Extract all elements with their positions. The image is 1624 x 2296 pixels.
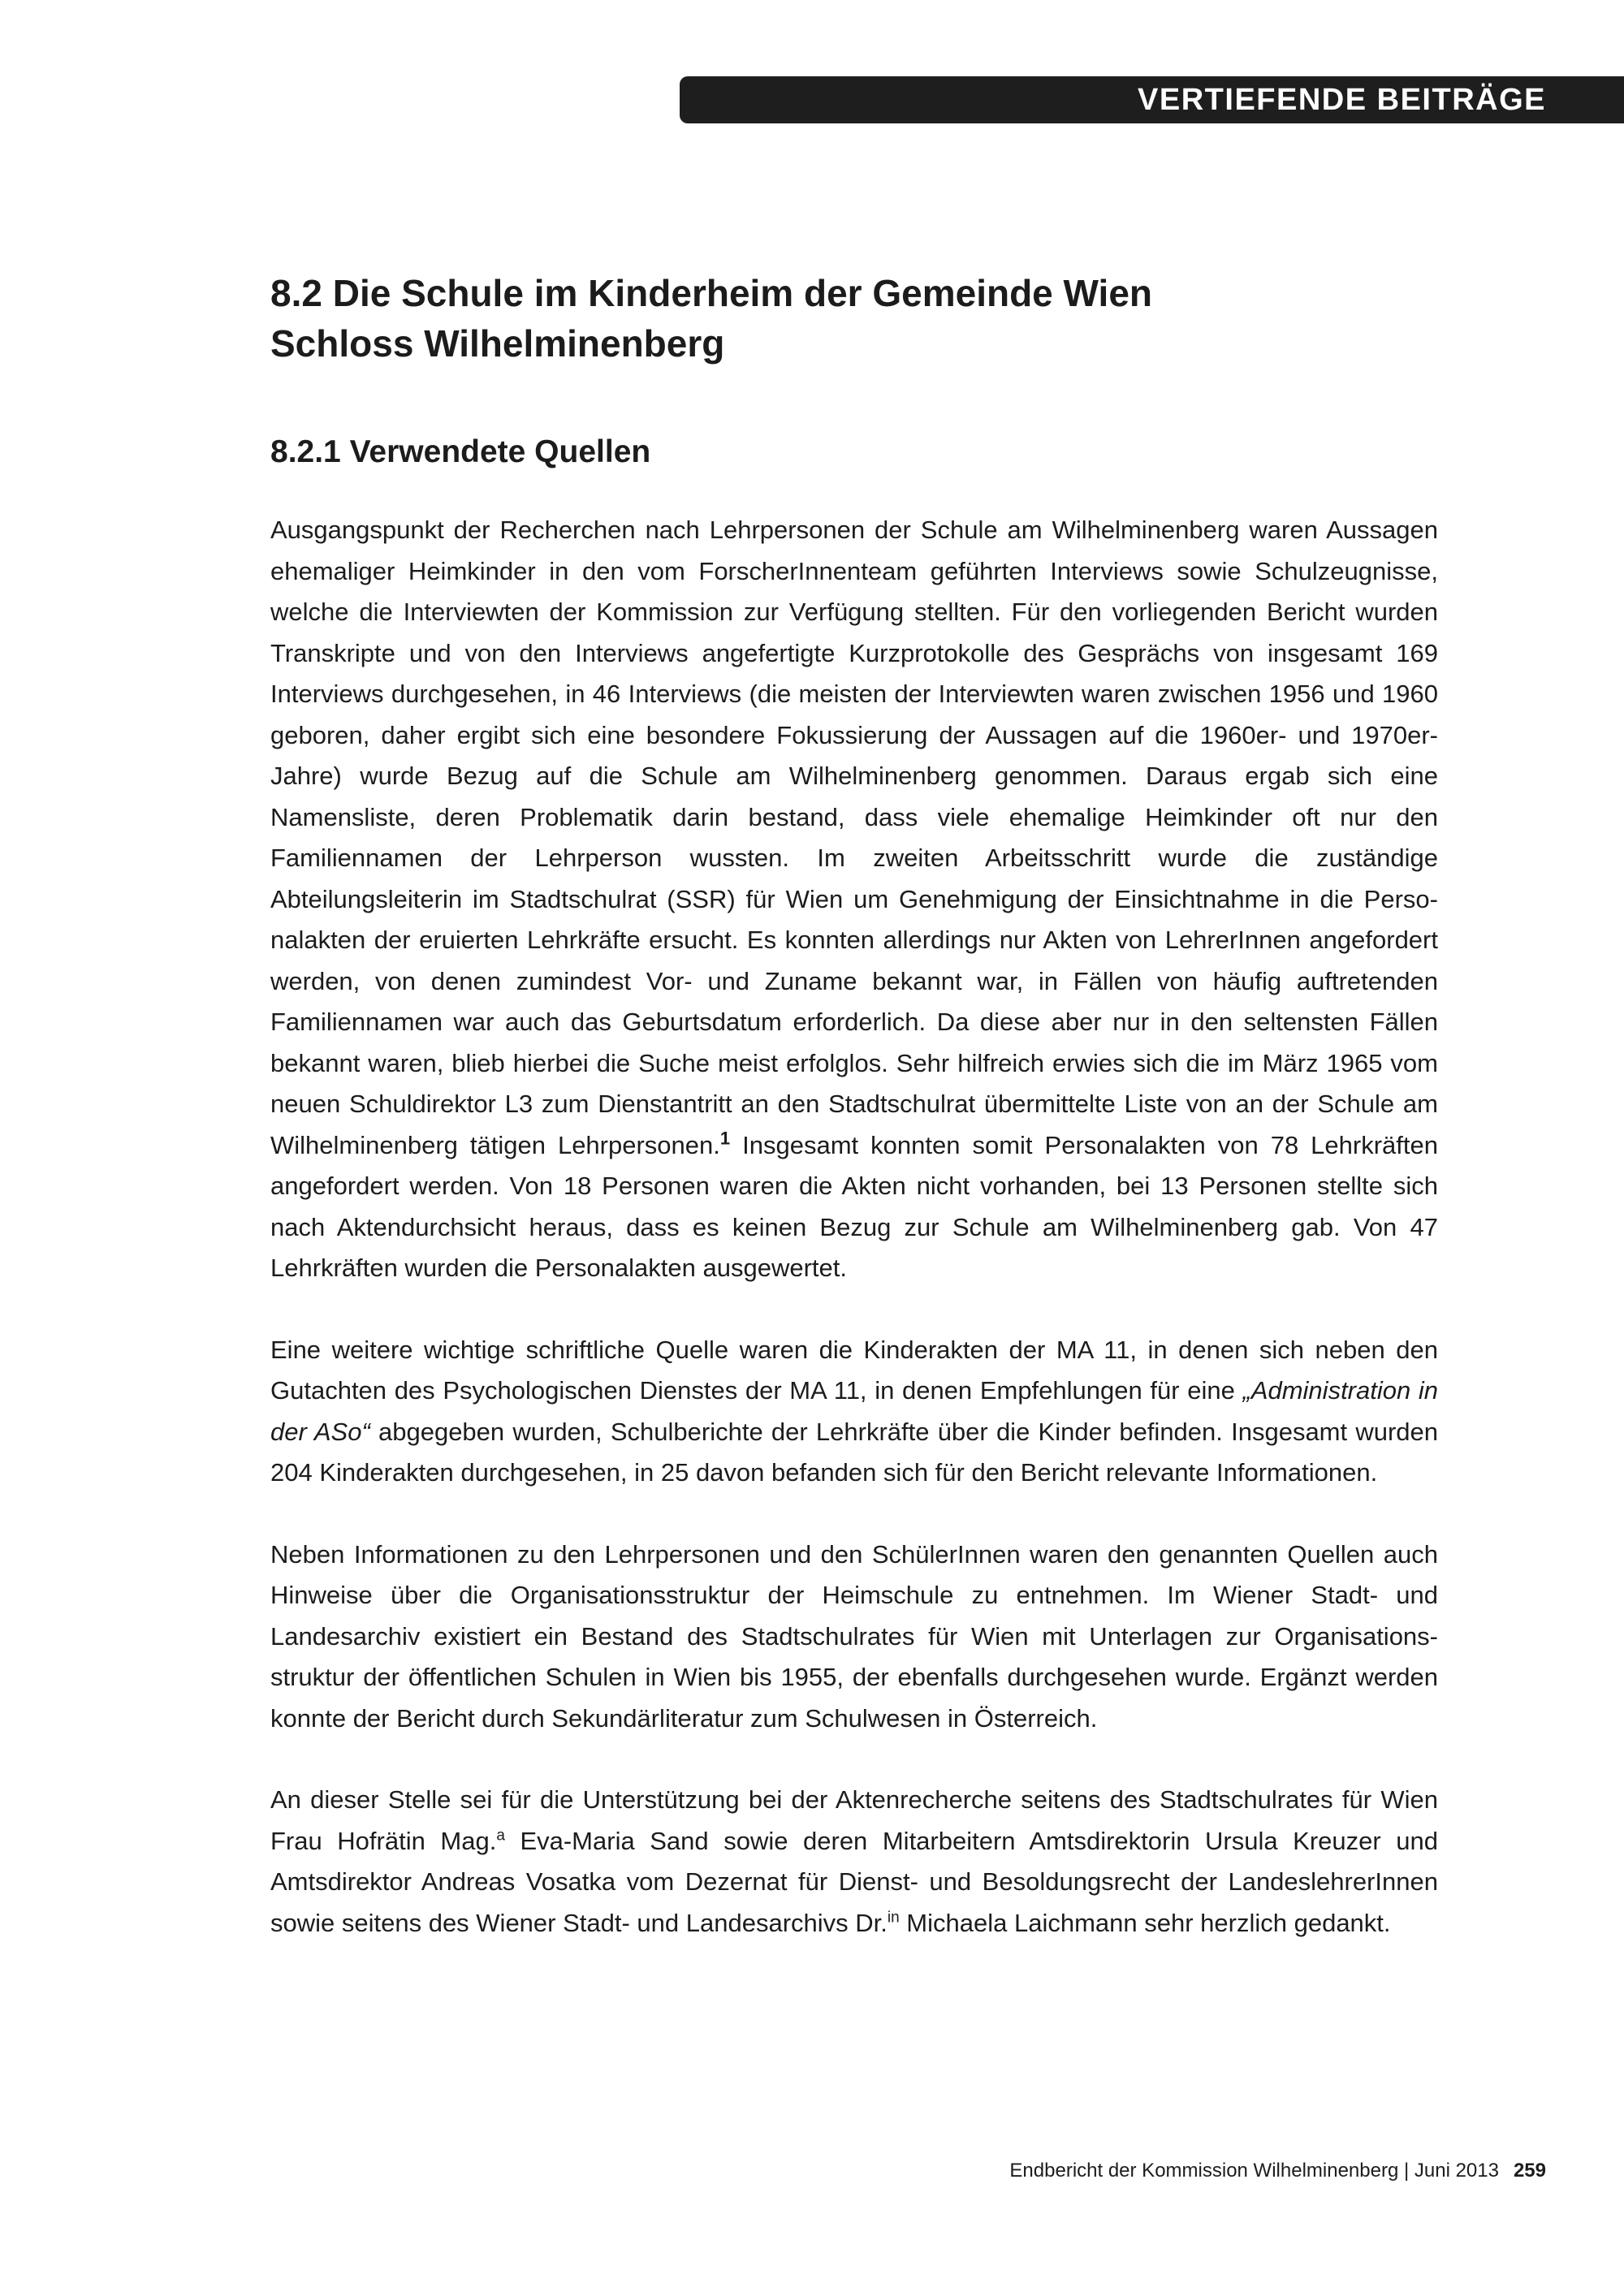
- footnote-reference: 1: [719, 1128, 731, 1149]
- page-footer: [1009, 2160, 1546, 2182]
- footer-source: Endbericht der Kommission Wilhelminenberg | Juni 2013: [1009, 2160, 1499, 2182]
- paragraph-text: An dieser Stelle sei für die Unterstützung bei der Aktenrecherche seitens des Stadtschulrates für Wien Frau Hofrätin Mag.: [270, 1785, 1438, 1855]
- section-header-label: VERTIEFENDE BEITRÄGE: [1138, 83, 1546, 117]
- paragraph-sources-child-files: [270, 1330, 1438, 1494]
- page-number: 259: [1513, 2160, 1546, 2182]
- section-title: 8.2.1 Verwendete Quellen: [270, 434, 651, 469]
- page-content: [270, 268, 1438, 1984]
- paragraph-text: Ausgangspunkt der Recherchen nach Lehrpersonen der Schule am Wilhelminenberg waren Aussagen ehemaliger Heimkinder in den vom ForscherInnenteam geführten Interviews sowie Schulzeugnisse, welche die Interviewten der Kommission zur Verfügung stellten. Für den vorliegenden Bericht wurden Transkripte und von den Interviews angefertigte Kurzprotokolle des Gesprächs von insgesamt 169 Interviews durchgesehen, in 46 Interviews (die meisten der Interviewten waren zwischen 1956 und 1960 geboren, daher ergibt sich eine besondere Fokussierung der Aussagen auf die 1960er- und 1970er-Jahre) wurde Bezug auf die Schule am Wilhelminenberg genommen. Daraus ergab sich eine Namensliste, deren Problematik darin bestand, dass viele ehemalige Heimkinder oft nur den Familiennamen der Lehrperson wussten. Im zweiten Arbeitsschritt wurde die zuständige Abteilungsleiterin im Stadtschulrat (SSR) für Wien um Genehmigung der Einsichtnahme in die Personalakten der eruierten Lehrkräfte ersucht. Es konnten allerdings nur Akten von LehrerInnen angefordert werden, von denen zumindest Vor- und Zuname bekannt war, in Fällen von häufig auftretenden Familiennamen war auch das Geburtsdatum erforderlich. Da diese aber nur in den seltensten Fällen bekannt waren, blieb hierbei die Suche meist erfolglos. Sehr hilfreich erwies sich die im März 1965 vom neuen Schuldirektor L3 zum Dienstantritt an den Stadtschulrat übermittelte Liste von an der Schule am Wilhelminenberg tätigen Lehrpersonen.: [270, 516, 1438, 1159]
- title-superscript: in: [887, 1909, 900, 1927]
- section-header-bar: [680, 76, 1624, 123]
- paragraph-text: abgegeben wurden, Schulberichte der Lehrkräfte über die Kinder befinden. Insgesamt wurden 204 Kinderakten durchgesehen, in 25 davon befanden sich für den Bericht relevante Informationen.: [270, 1417, 1438, 1487]
- chapter-title: [270, 268, 1438, 369]
- paragraph-sources-interviews: [270, 510, 1438, 1289]
- paragraph-sources-organisation: Neben Informationen zu den Lehrpersonen und den SchülerInnen waren den genannten Quellen auch Hinweise über die Organisationsstruktur der Heimschule zu entnehmen. Im Wiener Stadt- und Landesarchiv existiert ein Bestand des Stadtschulrates für Wien mit Unterlagen zur Organisationsstruktur der öffentlichen Schulen in Wien bis 1955, der ebenfalls durchgesehen wurde. Ergänzt werden konnte der Bericht durch Sekundärliteratur zum Schulwesen in Österreich.: [270, 1539, 1438, 1733]
- quoted-term: „Administration in der ASo“: [270, 1376, 1438, 1446]
- paragraph-text: Eine weitere wichtige schriftliche Quelle waren die Kinderakten der MA 11, in denen sich neben den Gutachten des Psychologischen Dienstes der MA 11, in denen Empfehlungen für eine: [270, 1335, 1438, 1405]
- paragraph-text: Michaela Laichmann sehr herzlich gedankt.: [899, 1908, 1391, 1937]
- paragraph-text: Insgesamt konnten somit Personalakten von 78 Lehrkräften angefordert werden. Von 18 Personen waren die Akten nicht vorhanden, bei 13 Personen stellte sich nach Aktendurchsicht heraus, dass es keinen Bezug zur Schule am Wilhelminenberg gab. Von 47 Lehrkräften wurden die Personalakten ausgewertet.: [270, 1130, 1438, 1282]
- chapter-title-line-1: 8.2 Die Schule im Kinderheim der Gemeinde Wien: [270, 272, 1153, 314]
- chapter-title-line-2: Schloss Wilhelminenberg: [270, 322, 725, 365]
- paragraph-text: Eva-Maria Sand sowie deren Mitarbeitern Amtsdirektorin Ursula Kreuzer und Amtsdirektor Andreas Vosatka vom Dezernat für Dienst- und Besoldungsrecht der LandeslehrerInnen sowie seitens des Wiener Stadt- und Landesarchivs Dr.: [270, 1826, 1438, 1937]
- paragraph-acknowledgements: [270, 1780, 1438, 1944]
- title-superscript: a: [496, 1827, 505, 1845]
